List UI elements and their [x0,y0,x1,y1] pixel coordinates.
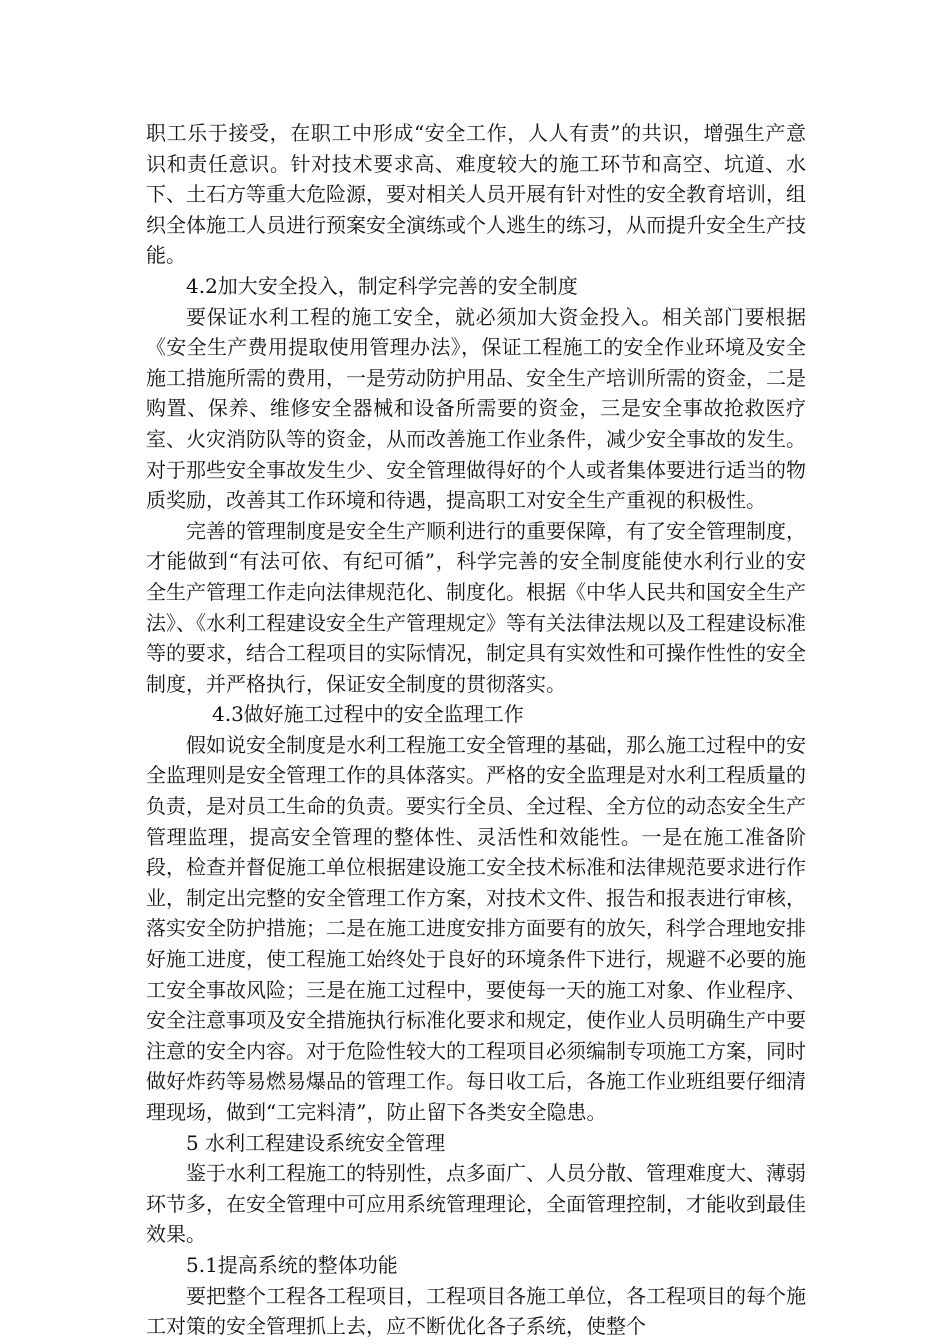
paragraph-system-management-intro: 鉴于水利工程施工的特别性，点多面广、人员分散、管理难度大、薄弱环节多，在安全管理中可应用系统管理理论，全面管理控制，才能收到最佳效果。 [146,1161,806,1247]
paragraph-management-system: 完善的管理制度是安全生产顺利进行的重要保障，有了安全管理制度，才能做到“有法可依、有纪可循”，科学完善的安全制度能使水利行业的安全生产管理工作走向法律规范化、制度化。根据《中华人民共和国安全生产法》、《水利工程建设安全生产管理规定》等有关法律法规以及工程建设标准等的要求，结合工程项目的实际情况，制定具有实效性和可操作性性的安全制度，并严格执行，保证安全制度的贯彻落实。 [146,518,806,696]
document-body [146,118,806,1342]
paragraph-safety-supervision: 假如说安全制度是水利工程施工安全管理的基础，那么施工过程中的安全监理则是安全管理工作的具体落实。严格的安全监理是对水利工程质量的负责，是对员工生命的负责。要实行全员、全过程、全方位的动态安全生产管理监理，提高安全管理的整体性、灵活性和效能性。一是在施工准备阶段，检查并督促施工单位根据建设施工安全技术标准和法律规范要求进行作业，制定出完整的安全管理工作方案，对技术文件、报告和报表进行审核，落实安全防护措施；二是在施工进度安排方面要有的放矢，科学合理地安排好施工进度，使工程施工始终处于良好的环境条件下进行，规避不必要的施工安全事故风险；三是在施工过程中，要使每一天的施工对象、作业程序、安全注意事项及安全措施执行标准化要求和规定，使作业人员明确生产中要注意的安全内容。对于危险性较大的工程项目必须编制专项施工方案，同时做好炸药等易燃易爆品的管理工作。每日收工后，各施工作业班组要仔细清理现场，做到“工完料清”，防止留下各类安全隐患。 [146,732,806,1124]
paragraph-continuation: 职工乐于接受，在职工中形成“安全工作，人人有责”的共识，增强生产意识和责任意识。针对技术要求高、难度较大的施工环节和高空、坑道、水下、土石方等重大危险源，要对相关人员开展有针对性的安全教育培训，组织全体施工人员进行预案安全演练或个人逃生的练习，从而提升安全生产技能。 [146,121,806,268]
section-heading-4-2: 4.2加大安全投入，制定科学完善的安全制度 [186,273,578,298]
section-heading-4-3: 4.3做好施工过程中的安全监理工作 [212,702,524,727]
paragraph-system-function: 要把整个工程各工程项目，工程项目各施工单位，各工程项目的每个施工对策的安全管理抓上去，应不断优化各子系统，使整个 [146,1283,806,1339]
paragraph-safety-investment: 要保证水利工程的施工安全，就必须加大资金投入。相关部门要根据《安全生产费用提取使用管理办法》，保证工程施工的安全作业环境及安全施工措施所需的费用，一是劳动防护用品、安全生产培训所需的资金，二是购置、保养、维修安全器械和设备所需要的资金，三是安全事故抢救医疗室、火灾消防队等的资金，从而改善施工作业条件，减少安全事故的发生。对于那些安全事故发生少、安全管理做得好的个人或者集体要进行适当的物质奖励，改善其工作环境和待遇，提高职工对安全生产重视的积极性。 [146,304,806,513]
section-heading-5: 5 水利工程建设系统安全管理 [186,1130,446,1155]
section-heading-5-1: 5.1提高系统的整体功能 [186,1252,398,1277]
